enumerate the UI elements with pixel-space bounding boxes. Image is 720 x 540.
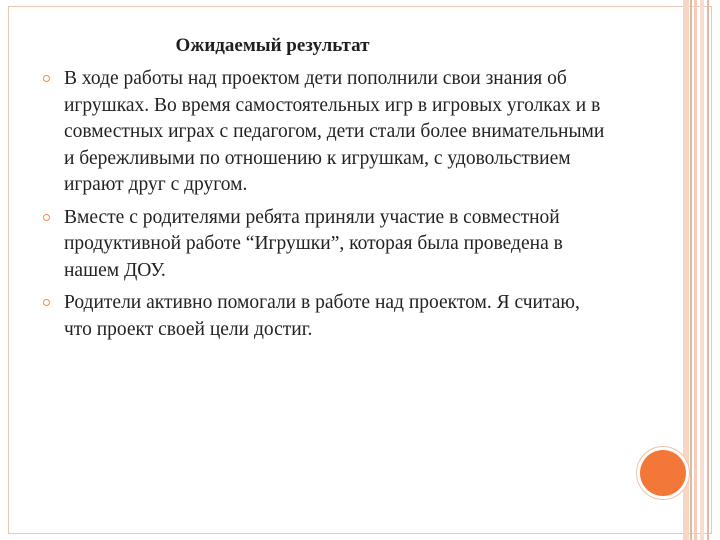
slide-title: Ожидаемый результат (175, 35, 370, 56)
decor-stripe (683, 0, 689, 540)
bullet-circle-icon (43, 299, 50, 306)
list-item-text: Вместе с родителями ребята приняли участие в совместной продуктивной работе “Игрушки”, которая была проведена в нашем ДОУ. (64, 206, 563, 281)
list-item-text: Родители активно помогали в работе над проектом. Я считаю, что проект своей цели достиг. (64, 292, 580, 340)
list-item (40, 290, 605, 343)
decor-stripe (694, 0, 697, 540)
bullet-circle-icon (43, 214, 50, 221)
list-item (40, 205, 605, 285)
decor-stripe (690, 0, 692, 540)
list-item (40, 66, 605, 199)
bullet-list (40, 66, 605, 349)
bullet-circle-icon (43, 75, 50, 82)
decor-stripe (707, 0, 709, 540)
list-item-text: В ходе работы над проектом дети пополнили свои знания об игрушках. Во время самостоятельных игр в игровых уголках и в совместных играх с педагогом, дети стали более внимательными и бережливыми по отношению к игрушкам, с удовольствием играют друг с другом. (64, 68, 605, 195)
decor-stripe (700, 0, 704, 540)
decor-circle (640, 450, 686, 496)
